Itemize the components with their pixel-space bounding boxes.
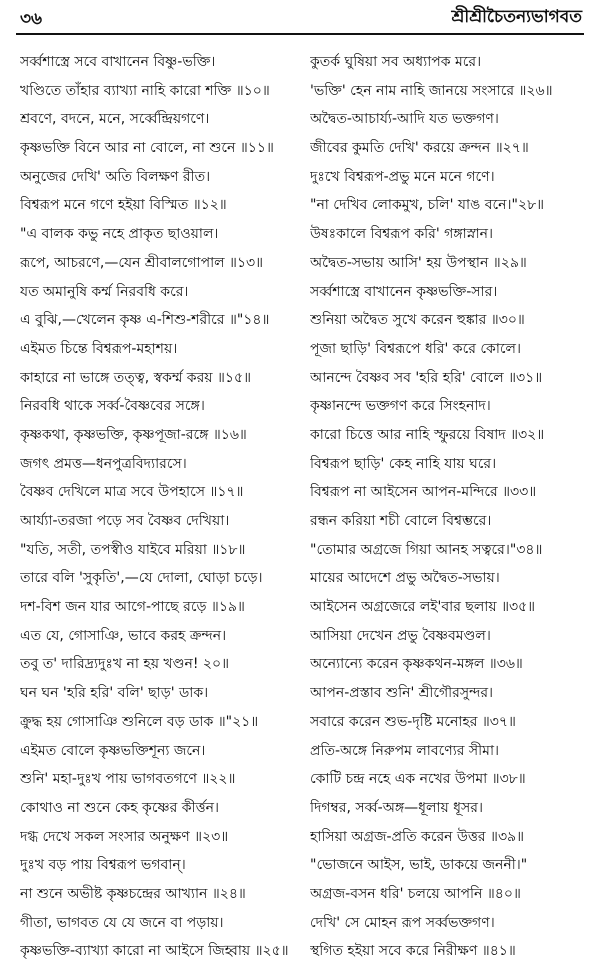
verse-line: "না দেখিব লোকমুখ, চলি' যাঙ বনে।"২৮॥ xyxy=(310,197,545,214)
verse-line: সবারে করেন শুভ-দৃষ্টি মনোহর ॥৩৭॥ xyxy=(310,713,516,730)
verse-line: রূপে, আচরণে,—যেন শ্রীবালগোপাল ॥১৩॥ xyxy=(20,254,264,271)
verse-line: আসিয়া দেখেন প্রভু বৈষ্ণবমণ্ডল। xyxy=(310,627,491,644)
verse-line: সর্ব্বশাস্ত্রে সবে বাখানেন বিষ্ণু-ভক্তি। xyxy=(20,54,216,70)
page-header xyxy=(0,0,600,40)
verse-line: শুনি' মহা-দুঃখ পায় ভাগবতগণে ॥২২॥ xyxy=(20,771,236,788)
verse-line: তারে বলি 'সুকৃতি',—যে দোলা, ঘোড়া চড়ে। xyxy=(20,570,263,587)
verse-line: গীতা, ভাগবত যে যে জনে বা পড়ায়। xyxy=(20,914,224,931)
verse-line: ক্রুদ্ধ হয় গোসাঞি শুনিলে বড় ডাক ॥"২১॥ xyxy=(20,713,259,730)
right-column xyxy=(310,48,586,966)
running-title: শ্রীশ্রীচৈতন্যভাগবত xyxy=(451,7,582,27)
verse-line: কৃষ্ণভক্তি-ব্যাখ্যা কারো না আইসে জিহ্বায় ॥২৫॥ xyxy=(20,943,289,960)
verse-line: তবু ত' দারিদ্র্যদুঃখ না হয় খণ্ডন! ২০॥ xyxy=(20,656,230,673)
verse-line: অন্যোন্যে করেন কৃষ্ণকথন-মঙ্গল ॥৩৬॥ xyxy=(310,656,523,673)
verse-line: বিশ্বরূপ মনে গণে হইয়া বিস্মিত ॥১২॥ xyxy=(20,197,227,214)
verse-line: দশ-বিশ জন যার আগে-পাছে রড়ে ॥১৯॥ xyxy=(20,599,245,616)
verse-line: কাহারে না ভাঙ্গে তত্ত্ব, স্বকর্ম্ম করয় ॥১৫॥ xyxy=(20,369,251,386)
verse-line: কৃষ্ণানন্দে ভক্তগণ করে সিংহনাদ। xyxy=(310,398,491,415)
page-number: ৩৬ xyxy=(20,9,43,29)
verse-line: এইমত চিন্তে বিশ্বরূপ-মহাশয়। xyxy=(20,340,178,357)
verse-line: কোথাও না শুনে কেহ কৃষ্ণের কীর্ত্তন। xyxy=(20,799,219,816)
verse-line: স্থগিত হইয়া সবে করে নিরীক্ষণ ॥৪১॥ xyxy=(310,943,516,960)
verse-line: অনুজের দেখি' অতি বিলক্ষণ রীত। xyxy=(20,168,211,185)
verse-line: রন্ধন করিয়া শচী বোলে বিশ্বম্ভরে। xyxy=(310,513,492,529)
verse-line: জীবের কুমতি দেখি' করয়ে ক্রন্দন ॥২৭॥ xyxy=(310,140,529,157)
verse-line: আইসেন অগ্রজেরে লই'বার ছলায় ॥৩৫॥ xyxy=(310,599,536,616)
verse-line: উষঃকালে বিশ্বরূপ করি' গঙ্গাস্নান। xyxy=(310,226,493,243)
verse-line: না শুনে অভীষ্ট কৃষ্ণচন্দ্রের আখ্যান ॥২৪॥ xyxy=(20,885,246,902)
verse-line: এইমত বোলে কৃষ্ণভক্তিশূন্য জনে। xyxy=(20,742,206,759)
verse-line: দুঃখ বড় পায় বিশ্বরূপ ভগবান্। xyxy=(20,857,186,874)
verse-line: অদ্বৈত-আচার্য্য-আদি যত ভক্তগণ। xyxy=(310,111,499,128)
verse-line: পূজা ছাড়ি' বিশ্বরূপে ধরি' করে কোলে। xyxy=(310,340,521,357)
verse-line: কৃষ্ণকথা, কৃষ্ণভক্তি, কৃষ্ণপূজা-রঙ্গে ॥১৬॥ xyxy=(20,426,247,443)
verse-line: বৈষ্ণব দেখিলে মাত্র সবে উপহাসে ॥১৭॥ xyxy=(20,484,244,501)
verse-line: বিশ্বরূপ ছাড়ি' কেহ নাহি যায় ঘরে। xyxy=(310,455,497,472)
verse-line: দগ্ধ দেখে সকল সংসার অনুক্ষণ ॥২৩॥ xyxy=(20,828,229,845)
verse-line: নিরবধি থাকে সর্ব্ব-বৈষ্ণবের সঙ্গে। xyxy=(20,398,205,415)
verse-line: অদ্বৈত-সভায় আসি' হয় উপস্থান ॥২৯॥ xyxy=(310,254,527,271)
verse-line: খণ্ডিতে তাঁহার ব্যাখ্যা নাহি কারো শক্তি ॥১০॥ xyxy=(20,82,270,99)
verse-line: শুনিয়া অদ্বৈত সুখে করেন হুঙ্কার ॥৩০॥ xyxy=(310,312,525,329)
verse-line: "ভোজনে আইস, ভাই, ডাকয়ে জননী।" xyxy=(310,857,528,874)
verse-line: বিশ্বরূপ না আইসেন আপন-মন্দিরে ॥৩৩॥ xyxy=(310,484,537,501)
verse-line: দেখি' সে মোহন রূপ সর্ব্বভক্তগণ। xyxy=(310,914,495,931)
verse-line: সর্ব্বশাস্ত্রে বাখানেন কৃষ্ণভক্তি-সার। xyxy=(310,283,498,300)
verse-line: দুঃখে বিশ্বরূপ-প্রভু মনে মনে গণে। xyxy=(310,168,495,185)
verse-line: কুতর্ক ঘুষিয়া সব অধ্যাপক মরে। xyxy=(310,54,482,70)
verse-line: "যতি, সতী, তপস্বীও যাইবে মরিয়া ॥১৮॥ xyxy=(20,541,246,558)
verse-line: দিগম্বর, সর্ব্ব-অঙ্গ—ধূলায় ধূসর। xyxy=(310,799,483,816)
verse-line: "তোমার অগ্রজে গিয়া আনহ সত্বরে।"৩৪॥ xyxy=(310,541,543,558)
verse-line: হাসিয়া অগ্রজ-প্রতি করেন উত্তর ॥৩৯॥ xyxy=(310,828,525,845)
verse-line: আনন্দে বৈষ্ণব সব 'হরি হরি' বোলে ॥৩১॥ xyxy=(310,369,543,386)
verse-line: জগৎ প্রমত্ত—ধনপুত্রবিদ্যারসে। xyxy=(20,455,187,472)
verse-line: কারো চিত্তে আর নাহি স্ফুরয়ে বিষাদ ॥৩২॥ xyxy=(310,426,545,443)
verse-line: প্রতি-অঙ্গে নিরুপম লাবণ্যের সীমা। xyxy=(310,742,500,759)
verse-line: ঘন ঘন 'হরি হরি' বলি' ছাড়' ডাক। xyxy=(20,685,209,702)
verse-line: কোটি চন্দ্র নহে এক নখের উপমা ॥৩৮॥ xyxy=(310,771,526,788)
verse-line: অগ্রজ-বসন ধরি' চলয়ে আপনি ॥৪০॥ xyxy=(310,885,521,902)
verse-line: 'ভক্তি' হেন নাম নাহি জানয়ে সংসারে ॥২৬॥ xyxy=(310,82,553,99)
verse-line: "এ বালক কভু নহে প্রাকৃত ছাওয়াল। xyxy=(20,226,219,243)
verse-line: এ বুঝি,—খেলেন কৃষ্ণ এ-শিশু-শরীরে ॥"১৪॥ xyxy=(20,312,270,329)
verse-line: আর্য্যা-তরজা পড়ে সব বৈষ্ণব দেখিয়া। xyxy=(20,513,230,529)
verse-line: এত যে, গোসাঞি, ভাবে করহ ক্রন্দন। xyxy=(20,627,227,644)
left-column xyxy=(20,48,296,966)
verse-line: যত অমানুষি কর্ম্ম নিরবধি করে। xyxy=(20,283,189,300)
verse-line: আপন-প্রস্তাব শুনি' শ্রীগৌরসুন্দর। xyxy=(310,685,494,702)
verse-line: কৃষ্ণভক্তি বিনে আর না বোলে, না শুনে ॥১১॥ xyxy=(20,140,274,157)
verse-line: শ্রবণে, বদনে, মনে, সর্ব্বেন্দ্রিয়গণে। xyxy=(20,111,210,128)
verse-line: মায়ের আদেশে প্রভু অদ্বৈত-সভায়। xyxy=(310,570,500,587)
header-rule xyxy=(16,33,584,35)
